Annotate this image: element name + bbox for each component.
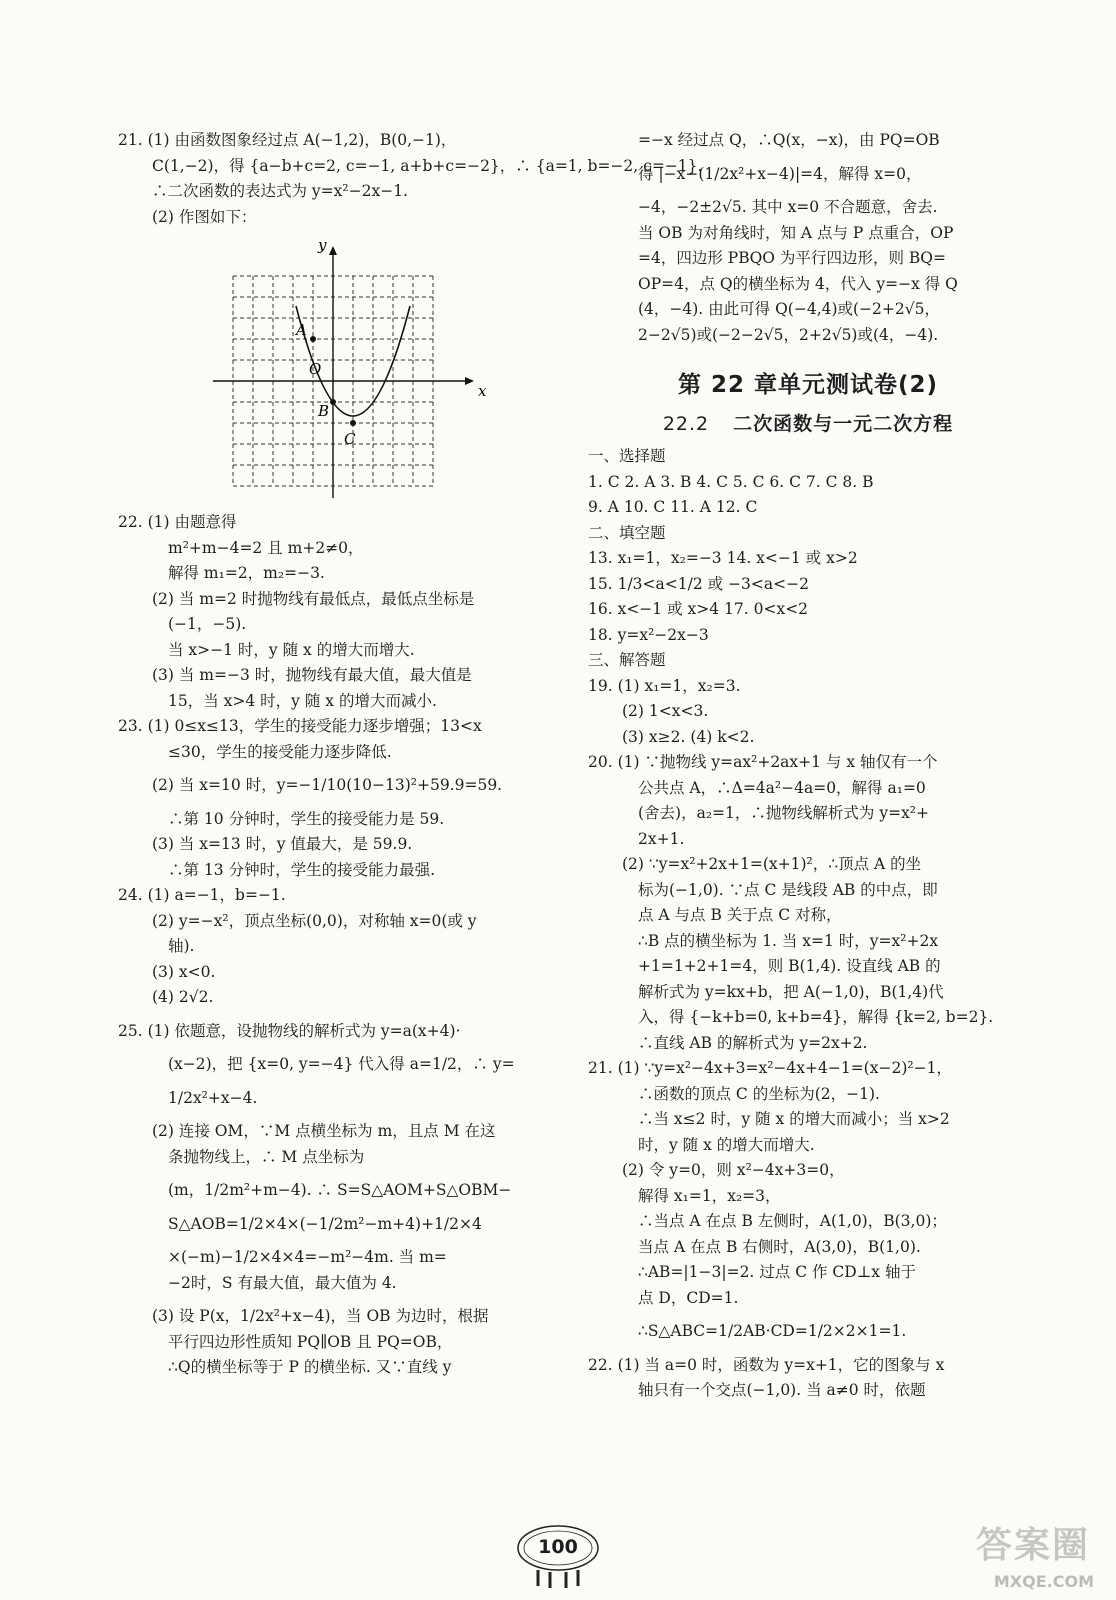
text-line: 当点 A 在点 B 右侧时，A(3,0)，B(1,0). <box>638 1237 921 1256</box>
text-line: ∴Q的横坐标等于 P 的横坐标. 又∵直线 y <box>168 1358 452 1376</box>
y-axis-label: y <box>318 236 327 254</box>
text-line: (−1，−5). <box>168 615 247 633</box>
text-line: 9. A 10. C 11. A 12. C <box>588 498 758 516</box>
text-line: 一、选择题 <box>588 447 666 465</box>
text-line: (2) y=−x²，顶点坐标(0,0)，对称轴 x=0(或 y <box>152 911 477 930</box>
chapter-title: 第 22 章单元测试卷(2) <box>677 372 939 398</box>
text-line: (2) ∵y=x²+2x+1=(x+1)²，∴顶点 A 的坐 <box>622 855 922 873</box>
text-line: 21. (1) ∵y=x²−4x+3=x²−4x+4−1=(x−2)²−1， <box>588 1059 952 1077</box>
text-line: 22. (1) 当 a=0 时，函数为 y=x+1，它的图象与 x <box>588 1355 945 1374</box>
text-line: (2) 当 x=10 时，y=−1/10(10−13)²+59.9=59. <box>152 776 503 794</box>
watermark-logo: 答案圈 <box>975 1525 1090 1566</box>
text-line: 当 x>−1 时，y 随 x 的增大而增大. <box>168 640 415 659</box>
text-line: 1/2x²+x−4. <box>168 1088 258 1107</box>
text-line: −2时，S 有最大值，最大值为 4. <box>168 1273 397 1292</box>
text-line: (舍去)，a₂=1，∴抛物线解析式为 y=x²+ <box>638 804 930 822</box>
text-line: 三、解答题 <box>588 651 666 669</box>
text-line: ∴AB=|1−3|=2. 过点 C 作 CD⊥x 轴于 <box>638 1263 916 1281</box>
text-line: 16. x<−1 或 x>4 17. 0<x<2 <box>588 600 809 618</box>
text-line: ∴二次函数的表达式为 y=x²−2x−1. <box>152 182 408 200</box>
text-line: (3) x≥2. (4) k<2. <box>622 727 755 746</box>
text-line: (2) 令 y=0，则 x²−4x+3=0， <box>622 1161 845 1179</box>
graph-function: y=x²−2x−1 <box>388 266 394 267</box>
text-line: (4) 2√2. <box>152 988 214 1006</box>
text-line: 1. C 2. A 3. B 4. C 5. C 6. C 7. C 8. B <box>588 472 874 491</box>
text-line: (4，−4). 由此可得 Q(−4,4)或(−2+2√5， <box>638 300 941 318</box>
section-title: 二次函数与一元二次方程 <box>733 413 954 435</box>
text-line: ∴B 点的横坐标为 1. 当 x=1 时，y=x²+2x <box>638 931 939 950</box>
text-line: 入，得 {−k+b=0, k+b=4}，解得 {k=2, b=2}. <box>638 1008 994 1026</box>
point-b-dot <box>330 399 336 405</box>
text-line: 解析式为 y=kx+b，把 A(−1,0)，B(1,4)代 <box>638 982 944 1001</box>
y-axis-arrow <box>329 246 337 255</box>
text-line: 15，当 x>4 时，y 随 x 的增大而减小. <box>168 691 437 710</box>
text-line: (2) 作图如下： <box>152 207 257 226</box>
watermark <box>900 1515 1100 1595</box>
text-line: (3) 当 x=13 时，y 值最大，是 59.9. <box>152 835 413 853</box>
text-line: ∴S△ABC=1/2AB·CD=1/2×2×1=1. <box>638 1322 907 1340</box>
graph-svg <box>178 236 498 506</box>
text-line: 2−2√5)或(−2−2√5，2+2√5)或(4，−4). <box>638 325 939 344</box>
section-heading <box>588 409 1028 436</box>
x-axis-label: x <box>478 382 487 400</box>
parabola-graph <box>118 236 556 506</box>
text-line: ∴当点 A 在点 B 左侧时，A(1,0)，B(3,0)； <box>638 1212 947 1230</box>
point-a-dot <box>310 336 316 342</box>
text-line: 轴). <box>168 937 195 955</box>
text-line: 点 A 与点 B 关于点 C 对称， <box>638 906 842 924</box>
text-line: 时，y 随 x 的增大而增大. <box>638 1135 815 1154</box>
watermark-url: MXQE.COM <box>993 1572 1094 1591</box>
text-line: 18. y=x²−2x−3 <box>588 625 709 644</box>
text-line: (2) 当 m=2 时抛物线有最低点，最低点坐标是 <box>152 589 475 608</box>
text-line: 13. x₁=1，x₂=−3 14. x<−1 或 x>2 <box>588 549 858 567</box>
text-line: 19. (1) x₁=1，x₂=3. <box>588 676 741 695</box>
text-line: OP=4，点 Q的横坐标为 4，代入 y=−x 得 Q <box>638 274 958 293</box>
text-line: 解得 m₁=2，m₂=−3. <box>168 564 325 582</box>
point-b-label: B <box>318 402 330 420</box>
text-line: =−x 经过点 Q，∴Q(x，−x)，由 PQ=OB <box>638 131 940 149</box>
x-axis-arrow <box>465 377 474 385</box>
text-line: (3) 当 m=−3 时，抛物线有最大值，最大值是 <box>152 666 472 684</box>
text-line: S△AOB=1/2×4×(−1/2m²−m+4)+1/2×4 <box>168 1214 482 1233</box>
text-line: ∴直线 AB 的解析式为 y=2x+2. <box>638 1033 868 1052</box>
text-line: 平行四边形性质知 PQ∥OB 且 PQ=OB， <box>168 1332 453 1351</box>
text-line: +1=1+2+1=4，则 B(1,4). 设直线 AB 的 <box>638 957 941 975</box>
page-footer <box>508 1520 608 1590</box>
right-column <box>588 128 1028 1404</box>
text-line: ×(−m)−1/2×4×4=−m²−4m. 当 m= <box>168 1248 447 1266</box>
page-number: 100 <box>538 1536 578 1558</box>
origin-label: O <box>309 360 322 378</box>
text-line: 解得 x₁=1，x₂=3， <box>638 1186 781 1205</box>
text-line: ∴当 x≤2 时，y 随 x 的增大而减小；当 x>2 <box>638 1110 950 1128</box>
text-line: 轴只有一个交点(−1,0). 当 a≠0 时，依题 <box>638 1381 926 1399</box>
text-line: 15. 1/3<a<1/2 或 −3<a<−2 <box>588 574 809 593</box>
text-line: ∴函数的顶点 C 的坐标为(2，−1). <box>638 1084 880 1103</box>
text-line: m²+m−4=2 且 m+2≠0， <box>168 538 364 557</box>
text-line: 2x+1. <box>638 829 685 848</box>
text-line: 条抛物线上，∴ M 点坐标为 <box>168 1147 365 1166</box>
text-line: (m，1/2m²+m−4). ∴ S=S△AOM+S△OBM− <box>168 1181 512 1199</box>
text-line: (3) x<0. <box>152 962 216 981</box>
text-line: −4，−2±2√5. 其中 x=0 不合题意，舍去. <box>638 198 938 216</box>
text-line: ≤30，学生的接受能力逐步降低. <box>168 742 392 761</box>
text-line: 21. (1) 由函数图象经过点 A(−1,2)，B(0,−1)， <box>118 131 457 149</box>
text-line: (2) 连接 OM，∵M 点横坐标为 m，且点 M 在这 <box>152 1122 496 1140</box>
text-line: ∴第 10 分钟时，学生的接受能力是 59. <box>168 809 445 828</box>
text-line: 得 |−x−(1/2x²+x−4)|=4，解得 x=0， <box>638 164 922 183</box>
text-line: 20. (1) ∵抛物线 y=ax²+2ax+1 与 x 轴仅有一个 <box>588 753 938 771</box>
text-line: C(1,−2)，得 {a−b+c=2, c=−1, a+b+c=−2}，∴ {a=1, b=−2, c=−1}. <box>152 156 703 175</box>
text-line: 二、填空题 <box>588 523 666 542</box>
text-line: 23. (1) 0≤x≤13，学生的接受能力逐步增强；13<x <box>118 717 482 735</box>
text-line: 点 D，CD=1. <box>638 1288 739 1307</box>
text-line: (2) 1<x<3. <box>622 702 709 720</box>
point-c-dot <box>350 420 356 426</box>
text-line: 当 OB 为对角线时，知 A 点与 P 点重合，OP <box>638 223 954 242</box>
text-line: =4，四边形 PBQO 为平行四边形，则 BQ= <box>638 249 946 267</box>
point-c-label: C <box>344 430 356 448</box>
section-number: 22.2 <box>662 413 710 435</box>
text-line: (3) 设 P(x，1/2x²+x−4)，当 OB 为边时，根据 <box>152 1307 489 1325</box>
text-line: (x−2)，把 {x=0, y=−4} 代入得 a=1/2，∴ y= <box>168 1055 515 1073</box>
text-line: 25. (1) 依题意，设抛物线的解析式为 y=a(x+4)· <box>118 1021 461 1040</box>
text-line: 公共点 A，∴Δ=4a²−4a=0，解得 a₁=0 <box>638 778 926 797</box>
text-line: ∴第 13 分钟时，学生的接受能力最强. <box>168 860 436 879</box>
text-line: 22. (1) 由题意得 <box>118 513 237 531</box>
text-line: 标为(−1,0). ∵点 C 是线段 AB 的中点，即 <box>638 880 938 899</box>
text-line: 24. (1) a=−1，b=−1. <box>118 886 286 904</box>
point-a-label: A <box>296 321 307 339</box>
